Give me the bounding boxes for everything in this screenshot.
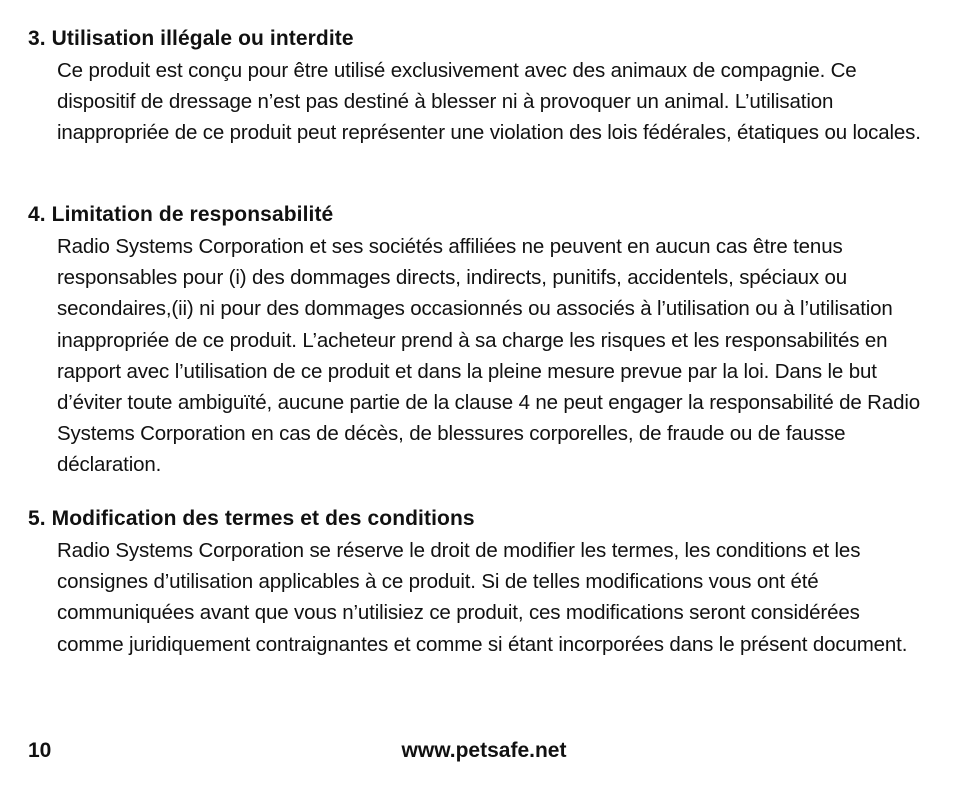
section-body: Radio Systems Corporation se réserve le droit de modifier les termes, les conditions et les consignes d’utilisation applicables à ce produit. Si de telles modifications vous ont été communiquées avant que vous n’utilisiez ce produit, ces modifications seront considérées comme juridiquement contraignantes et comme si étant incorporées dans le présent document.	[57, 539, 908, 656]
page-number: 10	[28, 739, 52, 762]
section-heading: 3. Utilisation illégale ou interdite	[28, 27, 354, 50]
section-illegal-use	[28, 23, 928, 149]
section-body: Ce produit est conçu pour être utilisé exclusivement avec des animaux de compagnie. Ce dispositif de dressage n’est pas destiné à blesser ni à provoquer un animal. L’utilisation inappropriée de ce produit peut représenter une violation des lois fédérales, étatiques ou locales.	[57, 59, 921, 145]
section-heading: 4. Limitation de responsabilité	[28, 203, 334, 226]
footer-website: www.petsafe.net	[401, 739, 567, 762]
section-liability-limitation	[28, 199, 928, 481]
section-terms-modification	[28, 503, 928, 660]
section-body: Radio Systems Corporation et ses sociétés affiliées ne peuvent en aucun cas être tenus responsables pour (i) des dommages directs, indirects, punitifs, accidentels, spéciaux ou secondaires,(ii) ni pour des dommages occasionnés ou associés à l’utilisation ou à l’utilisation inappropriée de ce produit. L’acheteur prend à sa charge les risques et les responsabilités en rapport avec l’utilisation de ce produit et dans la pleine mesure prevue par la loi. Dans le but d’éviter toute ambiguïté, aucune partie de la clause 4 ne peut engager la responsabilité de Radio Systems Corporation en cas de décès, de blessures corporelles, de fraude ou de fausse déclaration.	[57, 235, 920, 477]
section-heading: 5. Modification des termes et des conditions	[28, 507, 475, 530]
